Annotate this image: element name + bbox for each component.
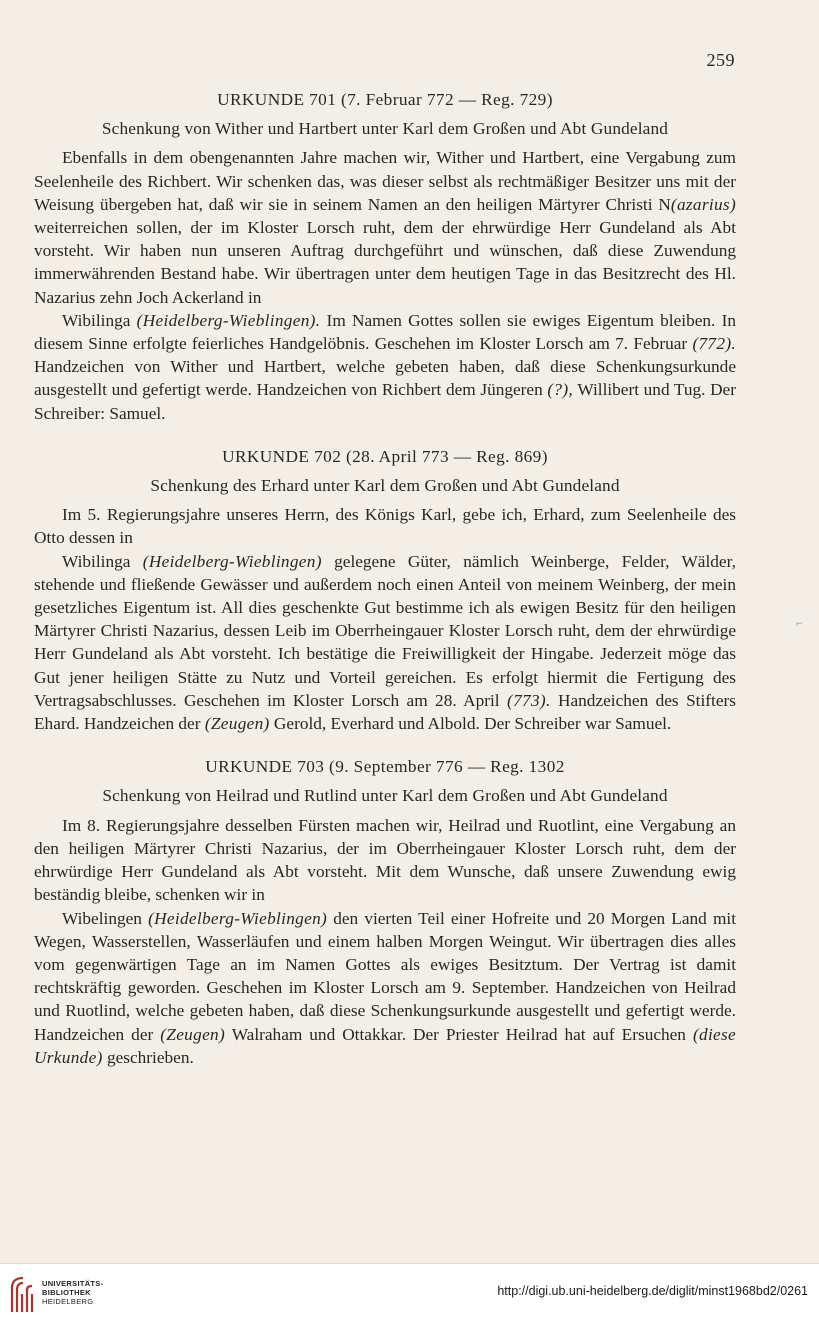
paragraph	[34, 503, 736, 549]
text-run: Ebenfalls in dem obengenannten Jahre machen wir, Wither und Hartbert, eine Vergabung zum Seelenheile des Richbert. Wir schenken das, was dieser selbst als rechtmäßiger Besitzer uns mit der Weisung übergeben hat, daß wir sie in seinem Namen an den heiligen Märtyrer Christi N	[34, 148, 736, 214]
text-run: gelegene Güter, nämlich Weinberge, Felder, Wälder, stehende und fließende Gewässer und außerdem noch einen Anteil von meinem Weinberg, der mein gesetzliches Eigentum ist. All dies geschenkte Gut bestimme ich als ewigen Besitz für den heiligen Märtyrer Christi Nazarius, dessen Leib im Oberrheingauer Kloster Lorsch ruht, dem der ehrwürdige Herr Gundeland als Abt vorsteht. Ich bestätige die Freiwilligkeit der Hingabe. Jederzeit möge das Gut jener heiligen Stätte zu Nutz und Vorteil gereichen. Es erfolgt hiermit die Fertigung des Vertragsabschlusses. Geschehen im Kloster Lorsch am 28. April	[34, 551, 736, 710]
italic-run: (?),	[547, 380, 574, 400]
library-logo-text	[42, 1279, 103, 1306]
urkunde-703	[34, 755, 736, 1069]
text-run: Handzeichen von Wither und Hartbert, welche gebeten haben, daß diese Schenkungsurkunde ausgestellt und gefertigt werde. Handzeichen von Richbert dem Jüngeren	[34, 357, 736, 400]
italic-run: (Heidelberg-Wieblingen)	[142, 551, 322, 571]
page-number: 259	[706, 50, 735, 70]
section-heading: URKUNDE 703 (9. September 776 — Reg. 1302	[205, 757, 565, 777]
section-subtitle: Schenkung von Wither und Hartbert unter Karl dem Großen und Abt Gundeland	[101, 119, 669, 139]
text-run: Wibelingen	[62, 908, 149, 928]
italic-run: (diese Urkunde)	[34, 1024, 737, 1067]
footer-bar	[0, 1263, 819, 1324]
paragraph	[34, 814, 736, 907]
text-run: den vierten Teil einer Hofreite und 20 Morgen Land mit Wegen, Wasserstellen, Wasserläufen und einem halben Morgen Weingut. Wir übertragen dies alles vom gegenwärtigen Tage an im Namen Gottes als ewiges Besitztum. Der Vertrag ist damit rechtskräftig geworden. Geschehen im Kloster Lorsch am 9. September. Handzeichen von Heilrad und Ruotlind, welche gebeten haben, daß diese Schenkungsurkunde ausgestellt und gefertigt werde. Handzeichen der	[34, 908, 736, 1044]
urkunde-702	[34, 445, 736, 735]
urkunde-701	[34, 88, 736, 425]
text-run: Im Namen Gottes sollen sie ewiges Eigentum bleiben. In diesem Sinne erfolgte feierliches Handgelöbnis. Geschehen im Kloster Lorsch am 7. Februar	[34, 310, 736, 354]
italic-run: (Heidelberg-Wieblingen).	[136, 310, 321, 330]
italic-run: (772).	[692, 334, 736, 354]
paragraph	[34, 550, 736, 736]
text-run: Im 8. Regierungsjahre desselben Fürsten machen wir, Heilrad und Ruotlint, eine Vergabung an den heiligen Märtyrer Christi Nazarius, der im Oberrheingauer Kloster Lorsch ruht, dem der ehrwürdige Herr Gundeland als Abt vorsteht. Mit dem Wunsche, daß unsere Zuwendung ewig beständig bleibe, schenken wir in	[34, 815, 736, 905]
logo-line-1: UNIVERSITÄTS-	[42, 1279, 104, 1288]
logo-line-3: HEIDELBERG	[42, 1297, 94, 1306]
paragraph	[34, 146, 736, 308]
paragraph	[34, 907, 736, 1069]
italic-run: (Heidelberg-Wieblingen)	[148, 908, 328, 928]
section-subtitle: Schenkung von Heilrad und Rutlind unter Karl dem Großen und Abt Gundeland	[102, 786, 668, 806]
italic-run: (azarius)	[670, 194, 736, 214]
edge-mark: ⌐	[796, 616, 803, 630]
source-url-link[interactable]: http://digi.ub.uni-heidelberg.de/diglit/minst1968bd2/0261	[497, 1284, 808, 1298]
library-logo-icon[interactable]	[8, 1274, 38, 1314]
text-block	[34, 88, 736, 1089]
text-run: Wibilinga	[62, 551, 143, 571]
logo-line-2: BIBLIOTHEK	[42, 1288, 91, 1297]
text-run: weiterreichen sollen, der im Kloster Lorsch ruht, dem der ehrwürdige Herr Gundeland als Abt vorsteht. Wir haben nun unseren Auftrag durchgeführt und wünschen, daß diese Zuwendung immerwährenden Bestand habe. Wir übertragen unter dem heutigen Tage in das Besitzrecht des Hl. Nazarius zehn Joch Ackerland in	[34, 218, 736, 307]
italic-run: (773).	[507, 690, 551, 710]
section-heading: URKUNDE 702 (28. April 773 — Reg. 869)	[222, 446, 548, 466]
text-run: Willibert und Tug. Der Schreiber: Samuel.	[34, 380, 736, 423]
paragraph	[34, 309, 736, 425]
text-run: Gerold, Everhard und Albold. Der Schreiber war Samuel.	[269, 714, 672, 734]
text-run: Walraham und Ottakkar. Der Priester Heilrad hat auf Ersuchen	[225, 1024, 693, 1044]
section-heading: URKUNDE 701 (7. Februar 772 — Reg. 729)	[217, 90, 553, 109]
text-run: Wibilinga	[62, 310, 137, 330]
text-run: Handzeichen des Stifters Ehard. Handzeichen der	[34, 690, 736, 734]
text-run: Im 5. Regierungsjahre unseres Herrn, des Königs Karl, gebe ich, Erhard, zum Seelenheile des Otto dessen in	[34, 505, 736, 548]
italic-run: (Zeugen)	[204, 714, 270, 734]
italic-run: (Zeugen)	[160, 1024, 226, 1044]
section-subtitle: Schenkung des Erhard unter Karl dem Großen und Abt Gundeland	[150, 476, 620, 496]
text-run: geschrieben.	[102, 1047, 194, 1067]
